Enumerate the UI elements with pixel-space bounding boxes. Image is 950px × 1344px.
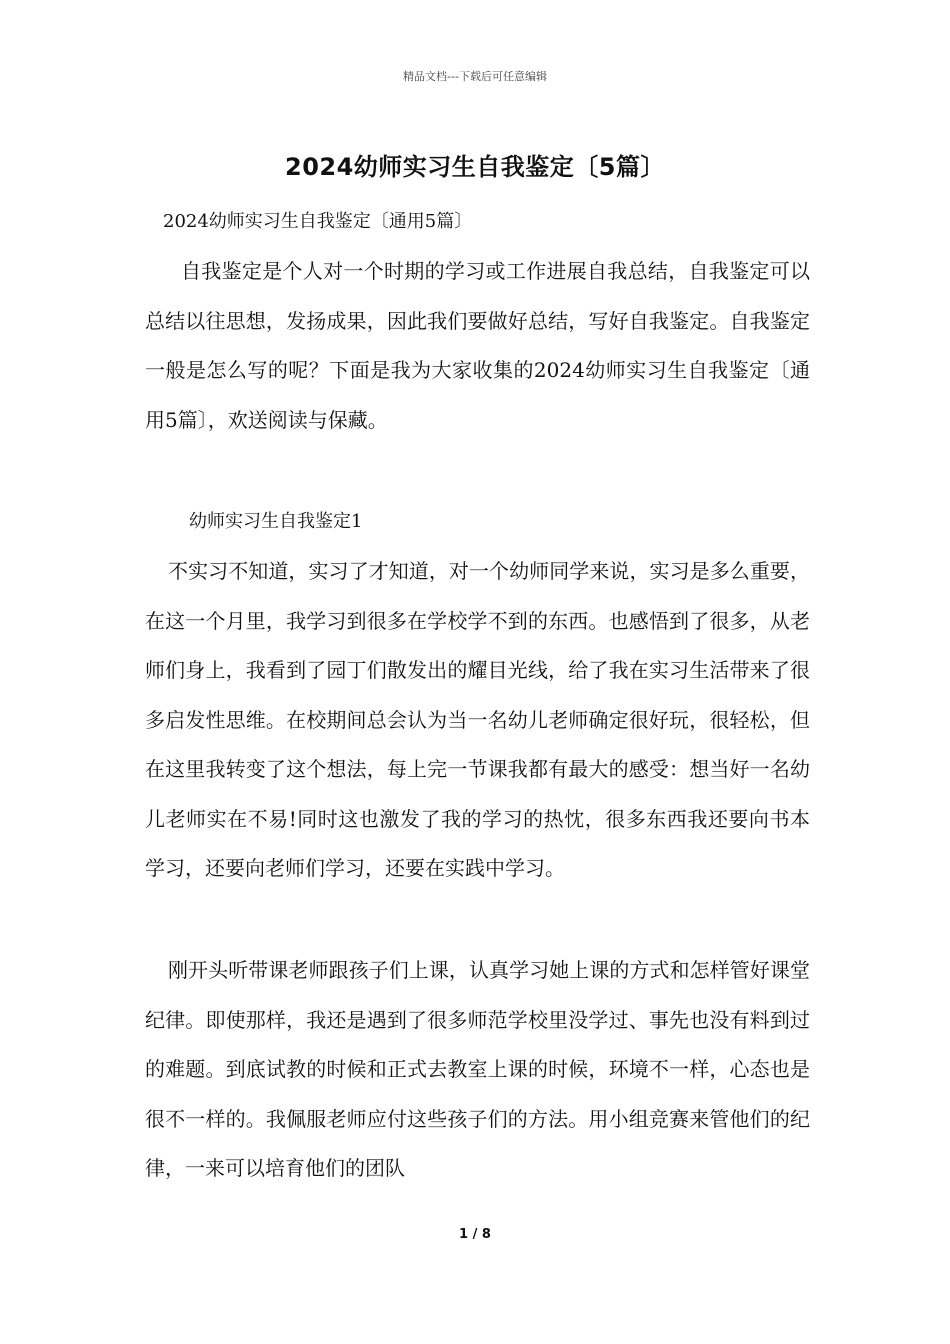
document-title: 2024幼师实习生自我鉴定〔5篇〕 bbox=[285, 153, 665, 181]
page-number: 1 / 8 bbox=[459, 1227, 491, 1242]
body-paragraph: 不实习不知道，实习了才知道，对一个幼师同学来说，实习是多么重要，在这一个月里，我学习到很多在学校学不到的东西。也感悟到了很多，从老师们身上，我看到了园丁们散发出的耀目光线，给了我在实习生活带来了很多启发性思维。在校期间总会认为当一名幼儿老师确定很好玩，很轻松，但在这里我转变了这个想法，每上完一节课我都有最大的感受：想当好一名幼儿老师实在不易!同时这也激发了我的学习的热忱，很多东西我还要向书本学习，还要向老师们学习，还要在实践中学习。 bbox=[145, 559, 810, 880]
body-paragraph: 刚开头听带课老师跟孩子们上课，认真学习她上课的方式和怎样管好课堂纪律。即使那样，我还是遇到了很多师范学校里没学过、事先也没有料到过的难题。到底试教的时候和正式去教室上课的时候，环境不一样，心态也是很不一样的。我佩服老师应付这些孩子们的方法。用小组竞赛来管他们的纪律，一来可以培育他们的团队 bbox=[145, 958, 810, 1180]
header-note: 精品文档---下载后可任意编辑 bbox=[403, 70, 547, 83]
document-subtitle: 2024幼师实习生自我鉴定〔通用5篇〕 bbox=[163, 211, 473, 232]
intro-paragraph: 自我鉴定是个人对一个时期的学习或工作进展自我总结，自我鉴定可以总结以往思想，发扬成果，因此我们要做好总结，写好自我鉴定。自我鉴定一般是怎么写的呢？下面是我为大家收集的2024幼师实习生自我鉴定〔通用5篇〕，欢送阅读与保藏。 bbox=[145, 259, 810, 432]
section-heading: 幼师实习生自我鉴定1 bbox=[189, 511, 363, 532]
